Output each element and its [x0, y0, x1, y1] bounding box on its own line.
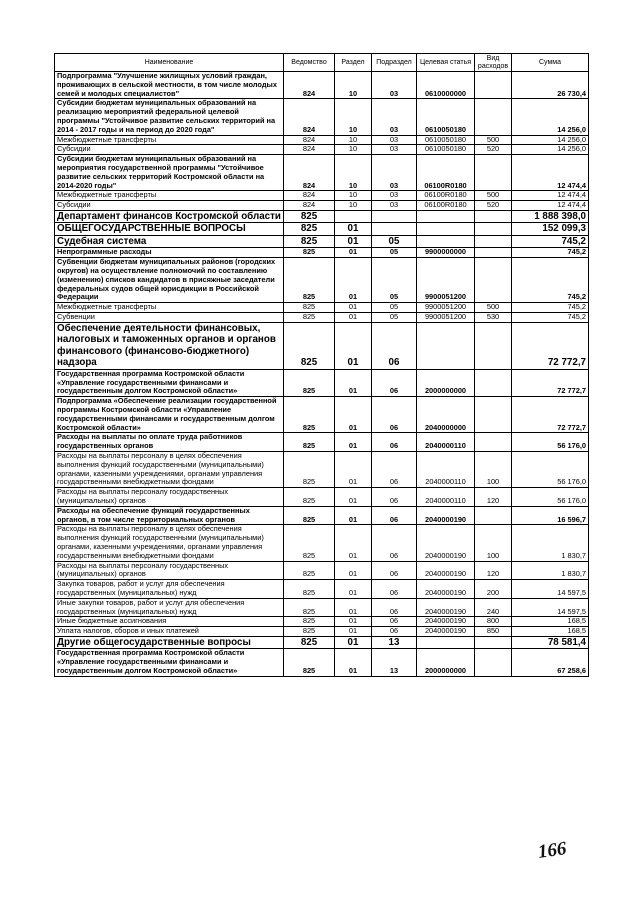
cell-exp-type [475, 636, 512, 649]
cell-dept: 825 [284, 525, 335, 561]
cell-name: Субвенции [55, 313, 284, 323]
table-row [55, 369, 589, 396]
cell-name: ОБЩЕГОСУДАРСТВЕННЫЕ ВОПРОСЫ [55, 223, 284, 236]
cell-exp-type [475, 223, 512, 236]
cell-sum: 14 256,0 [512, 135, 589, 145]
cell-dept: 825 [284, 627, 335, 637]
cell-target: 2040000190 [417, 561, 475, 580]
cell-subsection: 06 [372, 369, 417, 396]
cell-target: 9900051200 [417, 313, 475, 323]
cell-dept: 825 [284, 636, 335, 649]
cell-section: 01 [335, 223, 372, 236]
cell-target: 2040000190 [417, 627, 475, 637]
cell-section: 01 [335, 322, 372, 369]
cell-subsection: 13 [372, 649, 417, 676]
cell-section: 01 [335, 248, 372, 258]
cell-dept: 824 [284, 99, 335, 135]
cell-dept: 825 [284, 258, 335, 303]
cell-subsection: 03 [372, 99, 417, 135]
cell-section: 10 [335, 72, 372, 99]
cell-target: 0610050180 [417, 135, 475, 145]
cell-target: 2040000190 [417, 598, 475, 617]
cell-section: 01 [335, 313, 372, 323]
cell-sum: 67 258,6 [512, 649, 589, 676]
table-row [55, 210, 589, 223]
cell-exp-type: 500 [475, 191, 512, 201]
cell-name: Расходы на обеспечение функций государственных органов, в том числе территориальных органов [55, 506, 284, 525]
cell-exp-type: 520 [475, 145, 512, 155]
cell-dept: 824 [284, 72, 335, 99]
cell-dept: 825 [284, 397, 335, 433]
cell-exp-type [475, 210, 512, 223]
cell-name: Субсидии [55, 145, 284, 155]
cell-subsection: 05 [372, 235, 417, 248]
cell-section: 01 [335, 617, 372, 627]
cell-name: Обеспечение деятельности финансовых, налоговых и таможенных органов и органов финансового (финансово-бюджетного) надзора [55, 322, 284, 369]
cell-subsection: 03 [372, 155, 417, 191]
table-row [55, 258, 589, 303]
cell-subsection: 06 [372, 433, 417, 452]
cell-dept: 825 [284, 580, 335, 599]
header-dept: Ведомство [284, 54, 335, 72]
cell-dept: 825 [284, 506, 335, 525]
header-target: Целевая статья [417, 54, 475, 72]
header-subsection: Подраздел [372, 54, 417, 72]
cell-section: 01 [335, 580, 372, 599]
cell-sum: 12 474,4 [512, 191, 589, 201]
cell-exp-type [475, 322, 512, 369]
cell-dept: 825 [284, 223, 335, 236]
table-row [55, 322, 589, 369]
cell-name: Государственная программа Костромской области «Управление государственными финансами и государственным долгом Костромской области» [55, 649, 284, 676]
cell-sum: 1 830,7 [512, 525, 589, 561]
cell-section: 01 [335, 488, 372, 507]
table-row [55, 191, 589, 201]
table-row [55, 452, 589, 488]
header-name: Наименование [55, 54, 284, 72]
cell-section: 01 [335, 598, 372, 617]
cell-section: 01 [335, 303, 372, 313]
cell-sum: 745,2 [512, 313, 589, 323]
cell-sum: 72 772,7 [512, 397, 589, 433]
cell-sum: 56 176,0 [512, 433, 589, 452]
cell-subsection: 03 [372, 135, 417, 145]
cell-name: Подпрограмма "Улучшение жилищных условий граждан, проживающих в сельской местности, в том числе молодых семей и молодых специалистов" [55, 72, 284, 99]
cell-subsection: 05 [372, 313, 417, 323]
cell-sum: 26 730,4 [512, 72, 589, 99]
header-section: Раздел [335, 54, 372, 72]
cell-target [417, 322, 475, 369]
cell-dept: 825 [284, 488, 335, 507]
table-row [55, 598, 589, 617]
cell-sum: 745,2 [512, 258, 589, 303]
cell-name: Расходы на выплаты по оплате труда работников государственных органов [55, 433, 284, 452]
cell-target: 2000000000 [417, 369, 475, 396]
cell-subsection: 03 [372, 201, 417, 211]
cell-dept: 825 [284, 452, 335, 488]
cell-target [417, 636, 475, 649]
cell-subsection: 06 [372, 617, 417, 627]
cell-section: 01 [335, 452, 372, 488]
cell-target: 9900051200 [417, 303, 475, 313]
budget-table-page [54, 53, 588, 677]
cell-target: 2000000000 [417, 649, 475, 676]
table-row [55, 636, 589, 649]
table-row [55, 627, 589, 637]
cell-sum: 168,5 [512, 627, 589, 637]
cell-sum: 168,5 [512, 617, 589, 627]
cell-target [417, 235, 475, 248]
cell-section: 01 [335, 649, 372, 676]
cell-sum: 14 256,0 [512, 99, 589, 135]
table-row [55, 99, 589, 135]
cell-sum: 745,2 [512, 303, 589, 313]
table-row [55, 506, 589, 525]
table-header-row [55, 54, 589, 72]
table-row [55, 135, 589, 145]
cell-name: Непрограммные расходы [55, 248, 284, 258]
cell-exp-type [475, 649, 512, 676]
table-row [55, 313, 589, 323]
table-row [55, 649, 589, 676]
cell-target: 9900051200 [417, 258, 475, 303]
table-row [55, 201, 589, 211]
table-row [55, 155, 589, 191]
header-exp-type: Вид расходов [475, 54, 512, 72]
cell-subsection: 06 [372, 561, 417, 580]
cell-exp-type [475, 369, 512, 396]
cell-dept: 825 [284, 433, 335, 452]
cell-subsection: 06 [372, 525, 417, 561]
cell-sum: 78 581,4 [512, 636, 589, 649]
cell-section: 01 [335, 636, 372, 649]
cell-dept: 825 [284, 303, 335, 313]
cell-section: 01 [335, 627, 372, 637]
cell-sum: 152 099,3 [512, 223, 589, 236]
cell-dept: 825 [284, 210, 335, 223]
cell-subsection: 03 [372, 145, 417, 155]
cell-name: Субсидии бюджетам муниципальных образований на реализацию мероприятий федеральной целевой программы "Устойчивое развитие сельских территорий на 2014 - 2017 годы и на период до 2020 года" [55, 99, 284, 135]
cell-dept: 825 [284, 313, 335, 323]
cell-section: 01 [335, 235, 372, 248]
cell-name: Субсидии [55, 201, 284, 211]
cell-exp-type [475, 433, 512, 452]
cell-sum: 12 474,4 [512, 155, 589, 191]
cell-name: Расходы на выплаты персоналу в целях обеспечения выполнения функций государственными (муниципальными) органами, казенными учреждениями, органами управления государственными внебюджетными фондами [55, 452, 284, 488]
cell-sum: 14 597,5 [512, 580, 589, 599]
cell-dept: 825 [284, 561, 335, 580]
table-body [55, 72, 589, 677]
cell-target: 2040000110 [417, 452, 475, 488]
cell-exp-type [475, 258, 512, 303]
cell-subsection: 06 [372, 322, 417, 369]
cell-name: Судебная система [55, 235, 284, 248]
cell-section: 10 [335, 201, 372, 211]
cell-target: 0610050180 [417, 99, 475, 135]
cell-dept: 825 [284, 617, 335, 627]
cell-section: 01 [335, 433, 372, 452]
cell-exp-type: 500 [475, 135, 512, 145]
cell-sum: 16 596,7 [512, 506, 589, 525]
cell-target: 06100R0180 [417, 201, 475, 211]
cell-exp-type: 120 [475, 488, 512, 507]
cell-subsection: 06 [372, 452, 417, 488]
cell-dept: 825 [284, 248, 335, 258]
cell-target [417, 210, 475, 223]
cell-subsection: 06 [372, 488, 417, 507]
cell-name: Расходы на выплаты персоналу государственных (муниципальных) органов [55, 488, 284, 507]
cell-section [335, 210, 372, 223]
cell-section: 01 [335, 561, 372, 580]
cell-section: 01 [335, 258, 372, 303]
cell-target: 2040000190 [417, 580, 475, 599]
cell-name: Субсидии бюджетам муниципальных образований на мероприятия государственной программы "Устойчивое развитие сельских территорий Костромской области на 2014-2020 годы" [55, 155, 284, 191]
cell-dept: 824 [284, 145, 335, 155]
cell-target: 06100R0180 [417, 191, 475, 201]
cell-sum: 56 176,0 [512, 488, 589, 507]
cell-subsection: 06 [372, 598, 417, 617]
cell-name: Закупка товаров, работ и услуг для обеспечения государственных (муниципальных) нужд [55, 580, 284, 599]
cell-name: Иные бюджетные ассигнования [55, 617, 284, 627]
table-row [55, 397, 589, 433]
cell-section: 01 [335, 525, 372, 561]
cell-subsection: 05 [372, 303, 417, 313]
table-row [55, 561, 589, 580]
cell-section: 01 [335, 506, 372, 525]
cell-subsection: 05 [372, 248, 417, 258]
cell-subsection: 03 [372, 72, 417, 99]
cell-sum: 56 176,0 [512, 452, 589, 488]
cell-section: 10 [335, 99, 372, 135]
cell-target: 2040000190 [417, 506, 475, 525]
cell-dept: 824 [284, 191, 335, 201]
cell-section: 01 [335, 397, 372, 433]
cell-target: 2040000190 [417, 525, 475, 561]
table-row [55, 433, 589, 452]
cell-dept: 825 [284, 235, 335, 248]
cell-name: Межбюджетные трансферты [55, 135, 284, 145]
cell-exp-type: 520 [475, 201, 512, 211]
cell-dept: 825 [284, 649, 335, 676]
cell-section: 10 [335, 155, 372, 191]
table-row [55, 72, 589, 99]
cell-target: 0610000000 [417, 72, 475, 99]
table-row [55, 235, 589, 248]
cell-subsection: 06 [372, 506, 417, 525]
cell-section: 10 [335, 145, 372, 155]
cell-sum: 1 830,7 [512, 561, 589, 580]
cell-exp-type [475, 506, 512, 525]
cell-exp-type: 500 [475, 303, 512, 313]
cell-target: 9900000000 [417, 248, 475, 258]
cell-dept: 825 [284, 369, 335, 396]
cell-subsection: 06 [372, 397, 417, 433]
page-number: 166 [536, 838, 568, 863]
cell-target [417, 223, 475, 236]
budget-table [54, 53, 589, 677]
cell-target: 2040000000 [417, 397, 475, 433]
cell-exp-type [475, 155, 512, 191]
cell-exp-type [475, 72, 512, 99]
cell-name: Подпрограмма «Обеспечение реализации государственной программы Костромской области «Управление государственными финансами и государственным долгом Костромской области» [55, 397, 284, 433]
cell-name: Субвенции бюджетам муниципальных районов (городских округов) на осуществление полномочий по составлению (изменению) списков кандидатов в присяжные заседатели федеральных судов общей юрисдикции в Российской Федерации [55, 258, 284, 303]
cell-name: Уплата налогов, сборов и иных платежей [55, 627, 284, 637]
cell-exp-type [475, 248, 512, 258]
cell-sum: 14 597,5 [512, 598, 589, 617]
cell-exp-type: 530 [475, 313, 512, 323]
cell-name: Расходы на выплаты персоналу государственных (муниципальных) органов [55, 561, 284, 580]
cell-exp-type [475, 397, 512, 433]
cell-exp-type: 100 [475, 525, 512, 561]
cell-target: 0610050180 [417, 145, 475, 155]
cell-subsection [372, 223, 417, 236]
cell-sum: 1 888 398,0 [512, 210, 589, 223]
cell-exp-type: 800 [475, 617, 512, 627]
header-sum: Сумма [512, 54, 589, 72]
cell-target: 2040000110 [417, 433, 475, 452]
cell-subsection [372, 210, 417, 223]
table-row [55, 223, 589, 236]
cell-sum: 14 256,0 [512, 145, 589, 155]
cell-section: 10 [335, 135, 372, 145]
cell-exp-type: 200 [475, 580, 512, 599]
cell-subsection: 06 [372, 580, 417, 599]
cell-name: Межбюджетные трансферты [55, 191, 284, 201]
cell-target: 2040000190 [417, 617, 475, 627]
cell-subsection: 03 [372, 191, 417, 201]
cell-dept: 824 [284, 155, 335, 191]
cell-name: Иные закупки товаров, работ и услуг для обеспечения государственных (муниципальных) нужд [55, 598, 284, 617]
cell-sum: 72 772,7 [512, 322, 589, 369]
cell-exp-type: 850 [475, 627, 512, 637]
cell-sum: 12 474,4 [512, 201, 589, 211]
cell-exp-type: 100 [475, 452, 512, 488]
cell-dept: 825 [284, 322, 335, 369]
cell-name: Расходы на выплаты персоналу в целях обеспечения выполнения функций государственными (муниципальными) органами, казенными учреждениями, органами управления государственными внебюджетными фондами [55, 525, 284, 561]
cell-exp-type [475, 99, 512, 135]
cell-name: Департамент финансов Костромской области [55, 210, 284, 223]
cell-subsection: 13 [372, 636, 417, 649]
cell-exp-type [475, 235, 512, 248]
cell-sum: 745,2 [512, 235, 589, 248]
table-row [55, 580, 589, 599]
table-row [55, 525, 589, 561]
cell-dept: 825 [284, 598, 335, 617]
cell-subsection: 05 [372, 258, 417, 303]
cell-sum: 745,2 [512, 248, 589, 258]
table-row [55, 303, 589, 313]
cell-name: Другие общегосударственные вопросы [55, 636, 284, 649]
cell-exp-type: 240 [475, 598, 512, 617]
cell-target: 06100R0180 [417, 155, 475, 191]
cell-name: Государственная программа Костромской области «Управление государственными финансами и государственным долгом Костромской области» [55, 369, 284, 396]
cell-target: 2040000110 [417, 488, 475, 507]
table-row [55, 488, 589, 507]
cell-exp-type: 120 [475, 561, 512, 580]
cell-name: Межбюджетные трансферты [55, 303, 284, 313]
cell-section: 10 [335, 191, 372, 201]
cell-section: 01 [335, 369, 372, 396]
cell-dept: 824 [284, 201, 335, 211]
cell-subsection: 06 [372, 627, 417, 637]
cell-dept: 824 [284, 135, 335, 145]
cell-sum: 72 772,7 [512, 369, 589, 396]
